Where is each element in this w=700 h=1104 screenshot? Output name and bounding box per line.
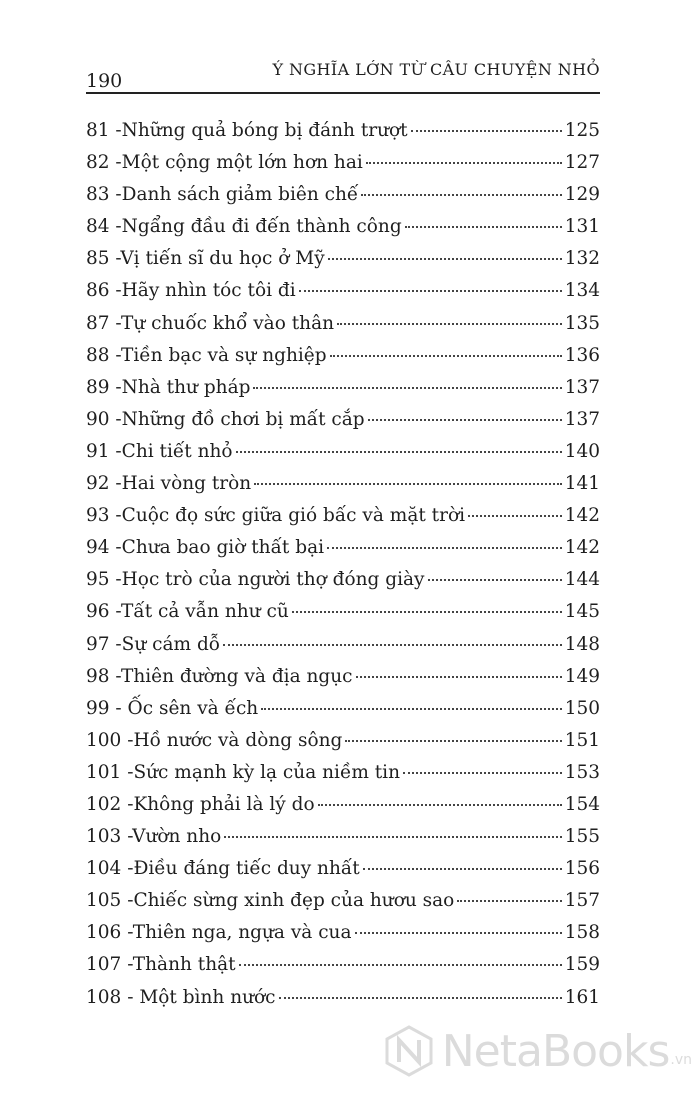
toc-entry-title: 98 -Thiên đường và địa ngục [86, 665, 353, 687]
toc-entry [86, 858, 600, 890]
page-header [86, 52, 600, 94]
toc-entry-title: 86 -Hãy nhìn tóc tôi đi [86, 280, 296, 302]
toc-entry [86, 634, 600, 666]
dot-leader [337, 323, 562, 325]
toc-entry-page: 141 [564, 473, 600, 495]
toc-entry [86, 601, 600, 633]
toc-entry [86, 345, 600, 377]
dot-leader [328, 258, 562, 260]
toc-entry-title: 103 -Vườn nho [86, 826, 222, 848]
dot-leader [239, 964, 562, 966]
toc-entry-page: 145 [564, 601, 600, 623]
toc-entry-page: 136 [564, 344, 600, 366]
dot-leader [261, 708, 561, 710]
toc-entry-page: 158 [564, 922, 600, 944]
netabooks-logo-icon [382, 1024, 436, 1078]
page-number: 190 [86, 70, 123, 92]
dot-leader [345, 740, 561, 742]
toc-entry-title: 87 -Tự chuốc khổ vào thân [86, 312, 335, 334]
dot-leader [236, 451, 562, 453]
watermark-text: NetaBooks [441, 1025, 670, 1077]
dot-leader [366, 162, 562, 164]
toc-entry-title: 84 -Ngẩng đầu đi đến thành công [86, 216, 402, 238]
toc-entry-page: 156 [564, 858, 600, 880]
toc-entry-page: 159 [564, 954, 600, 976]
toc-entry-title: 99 - Ốc sên và ếch [86, 697, 259, 719]
dot-leader [361, 194, 561, 196]
toc-entry-title: 108 - Một bình nước [86, 986, 276, 1008]
toc-entry-title: 96 -Tất cả vẫn như cũ [86, 601, 289, 623]
toc-entry-title: 90 -Những đồ chơi bị mất cắp [86, 408, 365, 430]
toc-entry-title: 82 -Một cộng một lớn hơn hai [86, 152, 363, 174]
toc-entry-page: 155 [564, 826, 600, 848]
toc-entry [86, 120, 600, 152]
dot-leader [368, 419, 562, 421]
toc-entry-title: 104 -Điều đáng tiếc duy nhất [86, 858, 360, 880]
dot-leader [428, 579, 562, 581]
dot-leader [411, 130, 562, 132]
toc-entry-page: 132 [564, 248, 600, 270]
table-of-contents [86, 120, 600, 1019]
toc-entry [86, 987, 600, 1019]
dot-leader [356, 676, 562, 678]
toc-entry-page: 137 [564, 408, 600, 430]
toc-entry-title: 97 -Sự cám dỗ [86, 633, 221, 655]
toc-entry [86, 666, 600, 698]
toc-entry-page: 137 [564, 376, 600, 398]
dot-leader [363, 868, 562, 870]
toc-entry-title: 95 -Học trò của người thợ đóng giày [86, 569, 425, 591]
dot-leader [223, 644, 562, 646]
toc-entry-page: 142 [564, 537, 600, 559]
toc-entry-page: 149 [564, 665, 600, 687]
toc-entry [86, 216, 600, 248]
watermark [382, 1024, 692, 1078]
toc-entry-title: 102 -Không phải là lý do [86, 793, 315, 815]
toc-entry-title: 93 -Cuộc đọ sức giữa gió bấc và mặt trời [86, 505, 465, 527]
toc-entry-page: 144 [564, 569, 600, 591]
dot-leader [292, 611, 562, 613]
dot-leader [457, 900, 561, 902]
toc-entry [86, 280, 600, 312]
toc-entry [86, 248, 600, 280]
toc-entry-page: 129 [564, 184, 600, 206]
toc-entry-title: 88 -Tiền bạc và sự nghiệp [86, 344, 327, 366]
toc-entry [86, 505, 600, 537]
dot-leader [254, 483, 561, 485]
toc-entry-page: 148 [564, 633, 600, 655]
toc-entry-title: 107 -Thành thật [86, 954, 236, 976]
toc-entry-page: 127 [564, 152, 600, 174]
toc-entry [86, 730, 600, 762]
toc-entry-page: 153 [564, 761, 600, 783]
toc-entry-page: 154 [564, 793, 600, 815]
toc-entry-page: 134 [564, 280, 600, 302]
toc-entry [86, 313, 600, 345]
dot-leader [279, 997, 562, 999]
toc-entry [86, 698, 600, 730]
dot-leader [253, 387, 561, 389]
toc-entry-title: 81 -Những quả bóng bị đánh trượt [86, 120, 408, 141]
toc-entry [86, 537, 600, 569]
dot-leader [299, 290, 562, 292]
dot-leader [468, 515, 562, 517]
toc-entry-page: 125 [564, 120, 600, 141]
dot-leader [405, 226, 562, 228]
watermark-suffix: .vn [670, 1052, 692, 1068]
toc-entry [86, 794, 600, 826]
toc-entry-title: 83 -Danh sách giảm biên chế [86, 184, 359, 206]
toc-entry [86, 922, 600, 954]
dot-leader [355, 932, 562, 934]
dot-leader [327, 547, 562, 549]
toc-entry-title: 100 -Hồ nước và dòng sông [86, 729, 343, 751]
toc-entry-title: 85 -Vị tiến sĩ du học ở Mỹ [86, 248, 325, 270]
toc-entry-page: 161 [564, 986, 600, 1008]
toc-entry-title: 101 -Sức mạnh kỳ lạ của niềm tin [86, 761, 401, 783]
toc-entry [86, 441, 600, 473]
toc-entry [86, 152, 600, 184]
dot-leader [224, 836, 561, 838]
dot-leader [403, 772, 562, 774]
toc-entry [86, 184, 600, 216]
dot-leader [318, 804, 562, 806]
toc-entry-title: 94 -Chưa bao giờ thất bại [86, 537, 325, 559]
toc-entry-page: 157 [564, 890, 600, 912]
toc-entry-page: 151 [564, 729, 600, 751]
toc-entry [86, 762, 600, 794]
toc-entry [86, 409, 600, 441]
toc-entry [86, 890, 600, 922]
toc-entry-title: 89 -Nhà thư pháp [86, 376, 251, 398]
toc-entry-page: 140 [564, 440, 600, 462]
toc-entry-title: 106 -Thiên nga, ngựa và cua [86, 922, 352, 944]
toc-entry [86, 954, 600, 986]
toc-entry-title: 91 -Chi tiết nhỏ [86, 440, 233, 462]
running-title: Ý NGHĨA LỚN TỪ CÂU CHUYỆN NHỎ [272, 60, 600, 79]
toc-entry-page: 131 [564, 216, 600, 238]
toc-entry [86, 826, 600, 858]
toc-entry [86, 377, 600, 409]
toc-entry-page: 150 [564, 697, 600, 719]
toc-entry-title: 105 -Chiếc sừng xinh đẹp của hươu sao [86, 890, 455, 912]
toc-entry-page: 135 [564, 312, 600, 334]
toc-entry [86, 569, 600, 601]
toc-entry [86, 473, 600, 505]
toc-entry-title: 92 -Hai vòng tròn [86, 473, 252, 495]
toc-entry-page: 142 [564, 505, 600, 527]
dot-leader [330, 355, 562, 357]
